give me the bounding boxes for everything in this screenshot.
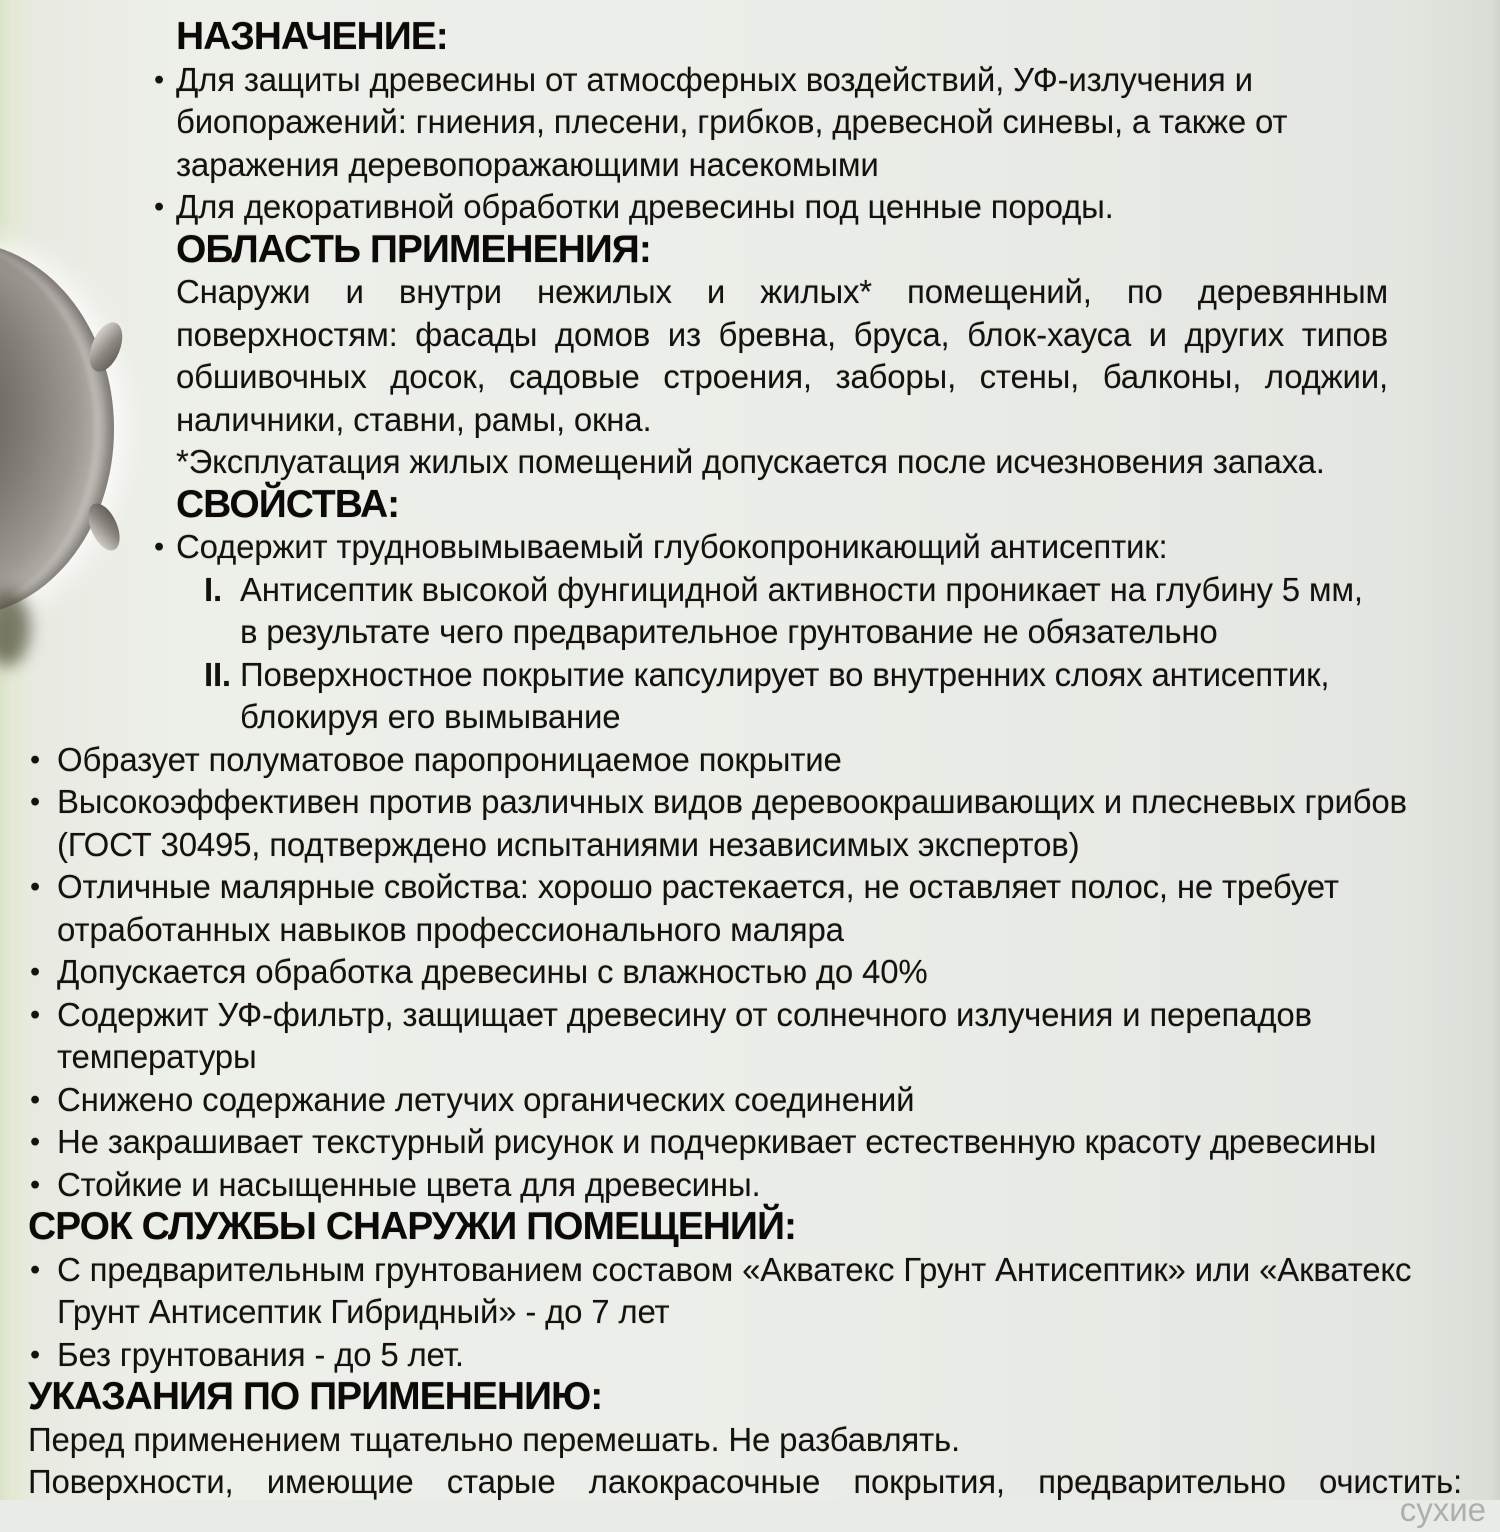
properties-numbered-2: [204, 654, 1388, 739]
properties-intro-text: Содержит трудновымываемый глубокопроникающий антисептик:: [176, 528, 1168, 565]
bullet-dot: •: [30, 998, 40, 1031]
usage-surfaces-line: Поверхности, имеющие старые лакокрасочные покрытия, предварительно очистить:: [28, 1463, 1462, 1500]
feature-bullet-5: [30, 994, 1462, 1079]
bullet-dot: •: [30, 956, 40, 988]
feature-4-text: Допускается обработка древесины с влажностью до 40%: [57, 953, 928, 990]
purpose-bullet-2: [154, 186, 1388, 229]
feature-6-text: Снижено содержание летучих органических соединений: [57, 1080, 915, 1118]
roman-numeral-one: I.: [204, 570, 222, 608]
lower-text-block: [0, 739, 1500, 1504]
clipped-bottom-line: [0, 1489, 1500, 1528]
section-heading-service-life: СРОК СЛУЖБЫ СНАРУЖИ ПОМЕЩЕНИЙ:: [28, 1205, 796, 1248]
service-life-1-text: С предварительным грунтованием составом «Акватекс Грунт Антисептик» или «Акватекс Грунт Антисептик Гибридный» - до 7 лет: [57, 1250, 1412, 1330]
section-heading-properties: СВОЙСТВА:: [176, 482, 400, 526]
feature-bullet-2: [30, 781, 1462, 866]
purpose-bullet-1: [154, 59, 1388, 187]
feature-8-text: Стойкие и насыщенные цвета для древесины.: [57, 1165, 761, 1203]
feature-bullet-3: [30, 866, 1462, 951]
upper-text-block: [0, 16, 1500, 739]
bullet-dot: •: [30, 1083, 40, 1116]
feature-7-text: Не закрашивает текстурный рисунок и подчеркивает естественную красоту древесины: [57, 1123, 1377, 1160]
purpose-bullet-2-text: Для декоративной обработки древесины под ценные породы.: [176, 188, 1114, 225]
clipped-word: сухие: [1399, 1491, 1486, 1528]
service-life-2-text: Без грунтования - до 5 лет.: [57, 1335, 464, 1373]
bullet-dot: •: [30, 1168, 40, 1201]
service-life-bullet-1: [30, 1249, 1462, 1334]
bullet-dot: •: [30, 1126, 40, 1158]
feature-bullet-8: [30, 1164, 1462, 1207]
feature-2-text: Высокоэффективен против различных видов деревоокрашивающих и плесневых грибов (ГОСТ 30495, подтверждено испытаниями независимых экспертов): [57, 783, 1407, 863]
section-heading-purpose: НАЗНАЧЕНИЕ:: [176, 15, 448, 58]
bullet-dot: •: [154, 63, 164, 96]
application-area-note: *Эксплуатация жилых помещений допускается после исчезновения запаха.: [176, 443, 1325, 480]
label-text: [0, 16, 1500, 1504]
properties-numbered-1-text: Антисептик высокой фунгицидной активности проникает на глубину 5 мм, в результате чего предварительное грунтование не обязательно: [240, 570, 1363, 650]
feature-1-text: Образует полуматовое паропроницаемое покрытие: [57, 740, 842, 778]
service-life-bullet-2: [30, 1334, 1462, 1377]
feature-bullet-7: [30, 1121, 1462, 1164]
bullet-dot: •: [30, 871, 40, 903]
section-heading-usage: УКАЗАНИЯ ПО ПРИМЕНЕНИЮ:: [28, 1375, 603, 1418]
properties-numbered-1: [204, 569, 1388, 654]
purpose-bullet-1-text: Для защиты древесины от атмосферных воздействий, УФ-излучения и биопоражений: гниения, плесени, грибков, древесной синевы, а также от заражения деревопоражающими насекомыми: [176, 60, 1288, 183]
section-heading-application-area: ОБЛАСТЬ ПРИМЕНЕНИЯ:: [176, 227, 651, 271]
bullet-dot: •: [30, 1253, 40, 1286]
feature-bullet-6: [30, 1079, 1462, 1122]
feature-bullet-1: [30, 739, 1462, 782]
feature-bullet-4: [30, 951, 1462, 994]
bullet-dot: •: [30, 786, 40, 818]
feature-3-text: Отличные малярные свойства: хорошо растекается, не оставляет полос, не требует отработанных навыков профессионального маляра: [57, 868, 1339, 948]
bullet-dot: •: [154, 531, 164, 563]
roman-numeral-two: II.: [204, 655, 231, 693]
bullet-dot: •: [30, 743, 40, 776]
bullet-dot: •: [154, 191, 164, 223]
feature-5-text: Содержит УФ-фильтр, защищает древесину от солнечного излучения и перепадов температуры: [57, 995, 1312, 1075]
bullet-dot: •: [30, 1338, 40, 1371]
properties-numbered-2-text: Поверхностное покрытие капсулирует во внутренних слоях антисептик, блокируя его вымывание: [240, 655, 1330, 735]
usage-mix-line: Перед применением тщательно перемешать. Не разбавлять.: [28, 1420, 960, 1458]
properties-intro-bullet: [154, 526, 1388, 569]
application-area-paragraph: Снаружи и внутри нежилых и жилых* помещений, по деревянным поверхностям: фасады домов из бревна, бруса, блок-хауса и других типов обшивочных досок, садовые строения, заборы, стены, балконы, лоджии, наличники, ставни, рамы, окна.: [176, 273, 1388, 438]
